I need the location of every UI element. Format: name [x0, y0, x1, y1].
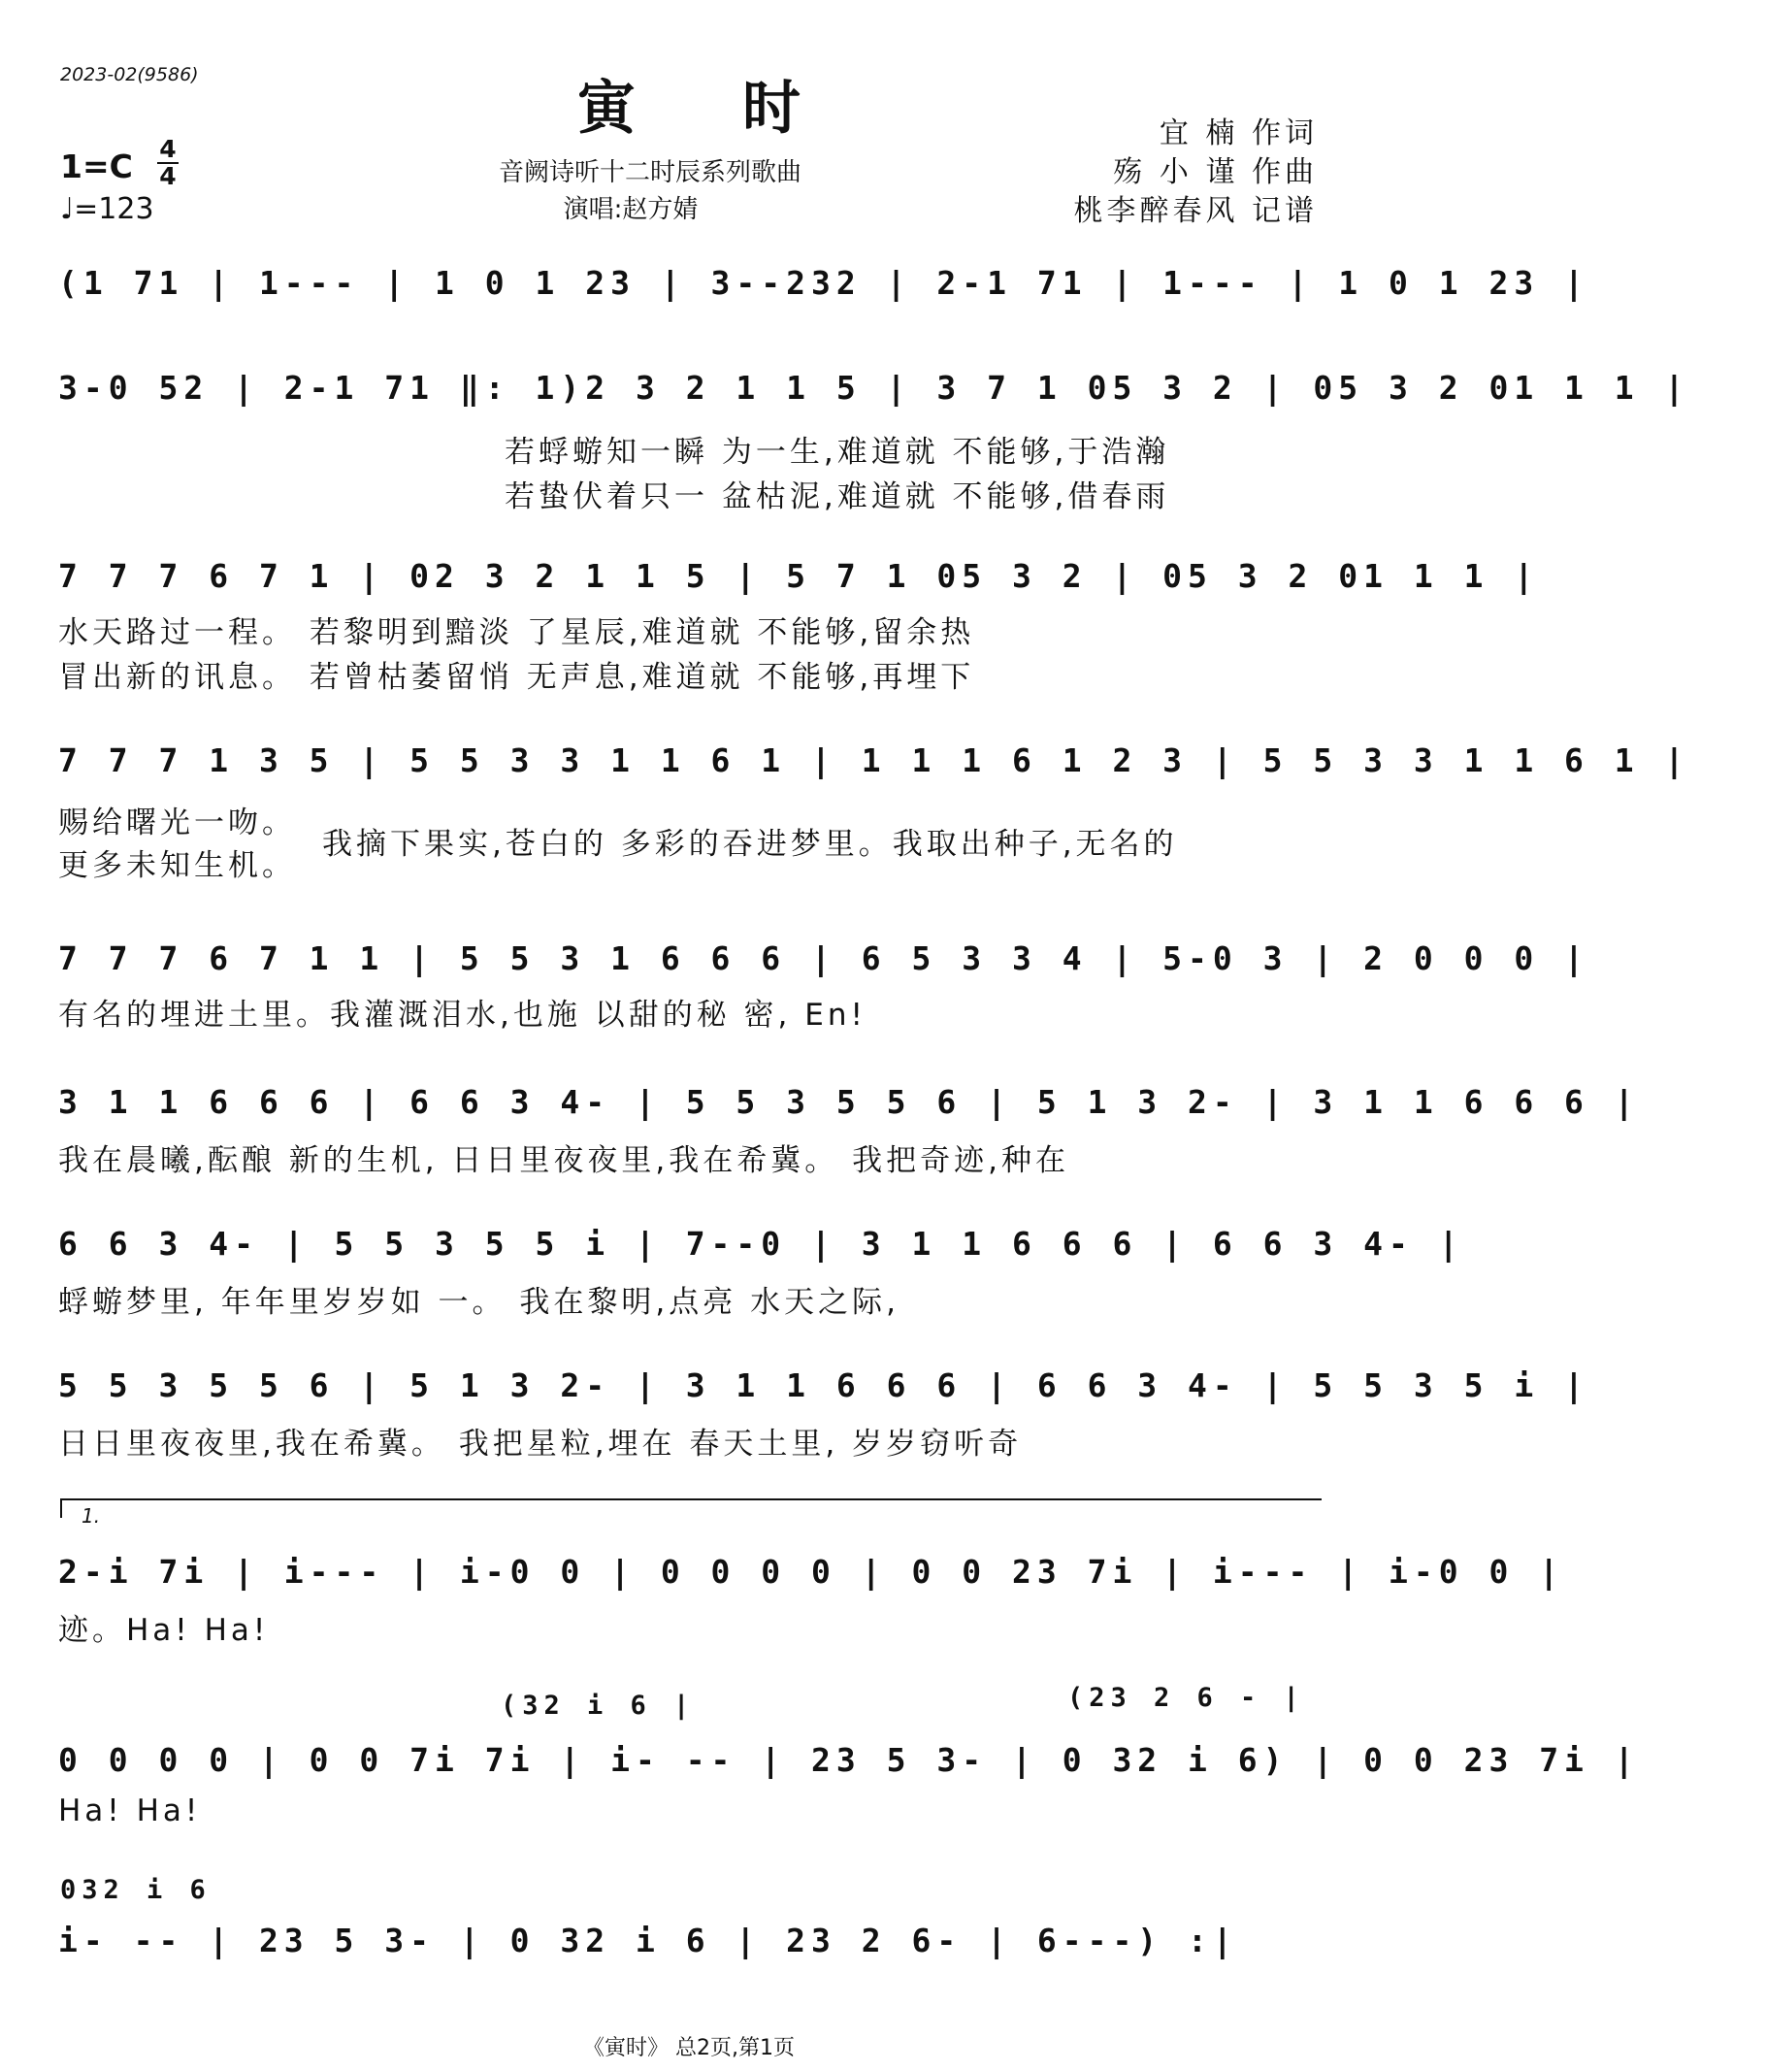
lyricist-credit: 宜 楠 作词	[1159, 116, 1318, 150]
time-signature	[157, 135, 179, 190]
lyric-line: 我在晨曦,酝酿 新的生机, 日日里夜夜里,我在希冀。 我把奇迹,种在	[58, 1143, 1069, 1178]
notes-line: 6 6 3 4- | 5 5 3 5 5 i | 7--0 | 3 1 1 6 6 6 | 6 6 3 4- |	[58, 1225, 1464, 1263]
lyric-shared: 我摘下果实,苍白的 多彩的吞进梦里。我取出种子,无名的	[322, 827, 1178, 862]
lyric-verse-2: 若蛰伏着只一 盆枯泥,难道就 不能够,借春雨	[505, 479, 1170, 514]
song-title: 寅时	[577, 75, 907, 143]
notes-line: 2-i 7i | i--- | i-0 0 | 0 0 0 0 | 0 0 23 7i | i--- | i-0 0 |	[58, 1553, 1565, 1591]
ornament-upper-right: (23 2 6 - |	[1067, 1683, 1305, 1713]
time-top: 4	[159, 135, 177, 163]
volta-bracket-1	[60, 1498, 1322, 1528]
lyric-verse-1: 若蜉蝣知一瞬 为一生,难道就 不能够,于浩瀚	[505, 435, 1170, 470]
key-signature: 1=C	[60, 148, 133, 185]
lyric-verse-1: 赐给曙光一吻。	[58, 806, 296, 840]
notes-line: 7 7 7 1 3 5 | 5 5 3 3 1 1 6 1 | 1 1 1 6 1 2 3 | 5 5 3 3 1 1 6 1 |	[58, 741, 1690, 779]
lyric-verse-1: 水天路过一程。 若黎明到黯淡 了星辰,难道就 不能够,留余热	[58, 615, 975, 650]
lyric-line: 蜉蝣梦里, 年年里岁岁如 一。 我在黎明,点亮 水天之际,	[58, 1285, 899, 1320]
lyric-verse-2: 更多未知生机。	[58, 848, 296, 883]
ornament-upper: 032 i 6	[60, 1875, 212, 1905]
notes-line: i- -- | 23 5 3- | 0 32 i 6 | 23 2 6- | 6---) :|	[58, 1922, 1238, 1959]
notes-line: (1 71 | 1--- | 1 0 1 23 | 3--232 | 2-1 71 | 1--- | 1 0 1 23 |	[58, 264, 1589, 302]
notes-line: 3 1 1 6 6 6 | 6 6 3 4- | 5 5 3 5 5 6 | 5 1 3 2- | 3 1 1 6 6 6 |	[58, 1083, 1640, 1121]
lyric-line: 日日里夜夜里,我在希冀。 我把星粒,埋在 春天土里, 岁岁窃听奇	[58, 1427, 1023, 1462]
ornament-upper-left: (32 i 6 |	[501, 1691, 696, 1721]
lyric-line: Ha! Ha!	[58, 1793, 202, 1828]
volta-label: 1.	[82, 1504, 101, 1528]
notes-line: 7 7 7 6 7 1 1 | 5 5 3 1 6 6 6 | 6 5 3 3 4 | 5-0 3 | 2 0 0 0 |	[58, 939, 1589, 977]
page-footer: 《寅时》 总2页,第1页	[583, 2036, 795, 2060]
notes-line: 3-0 52 | 2-1 71 ‖: 1)2 3 2 1 1 5 | 3 7 1 05 3 2 | 05 3 2 01 1 1 |	[58, 369, 1690, 407]
notes-line: 0 0 0 0 | 0 0 7i 7i | i- -- | 23 5 3- | 0 32 i 6) | 0 0 23 7i |	[58, 1741, 1640, 1779]
lyric-verse-2: 冒出新的讯息。 若曾枯萎留悄 无声息,难道就 不能够,再埋下	[58, 660, 975, 695]
lyric-line: 有名的埋进土里。我灌溉泪水,也施 以甜的秘 密, En!	[58, 998, 867, 1033]
time-bottom: 4	[159, 162, 177, 190]
notes-line: 7 7 7 6 7 1 | 02 3 2 1 1 5 | 5 7 1 05 3 2 | 05 3 2 01 1 1 |	[58, 557, 1540, 595]
score-code: 2023-02(9586)	[60, 64, 199, 85]
song-subtitle: 音阙诗听十二时辰系列歌曲	[498, 158, 801, 187]
tempo-value: =123	[74, 192, 154, 226]
lyric-line: 迹。Ha! Ha!	[58, 1613, 270, 1648]
notes-line: 5 5 3 5 5 6 | 5 1 3 2- | 3 1 1 6 6 6 | 6 6 3 4- | 5 5 3 5 i |	[58, 1366, 1589, 1404]
composer-credit: 殇 小 谨 作曲	[1113, 155, 1318, 189]
tempo-marking	[60, 192, 154, 226]
singer: 演唱:赵方婧	[563, 195, 699, 224]
transcriber-credit: 桃李醉春风 记谱	[1073, 194, 1318, 228]
quarter-note-icon: ♩	[60, 192, 75, 226]
